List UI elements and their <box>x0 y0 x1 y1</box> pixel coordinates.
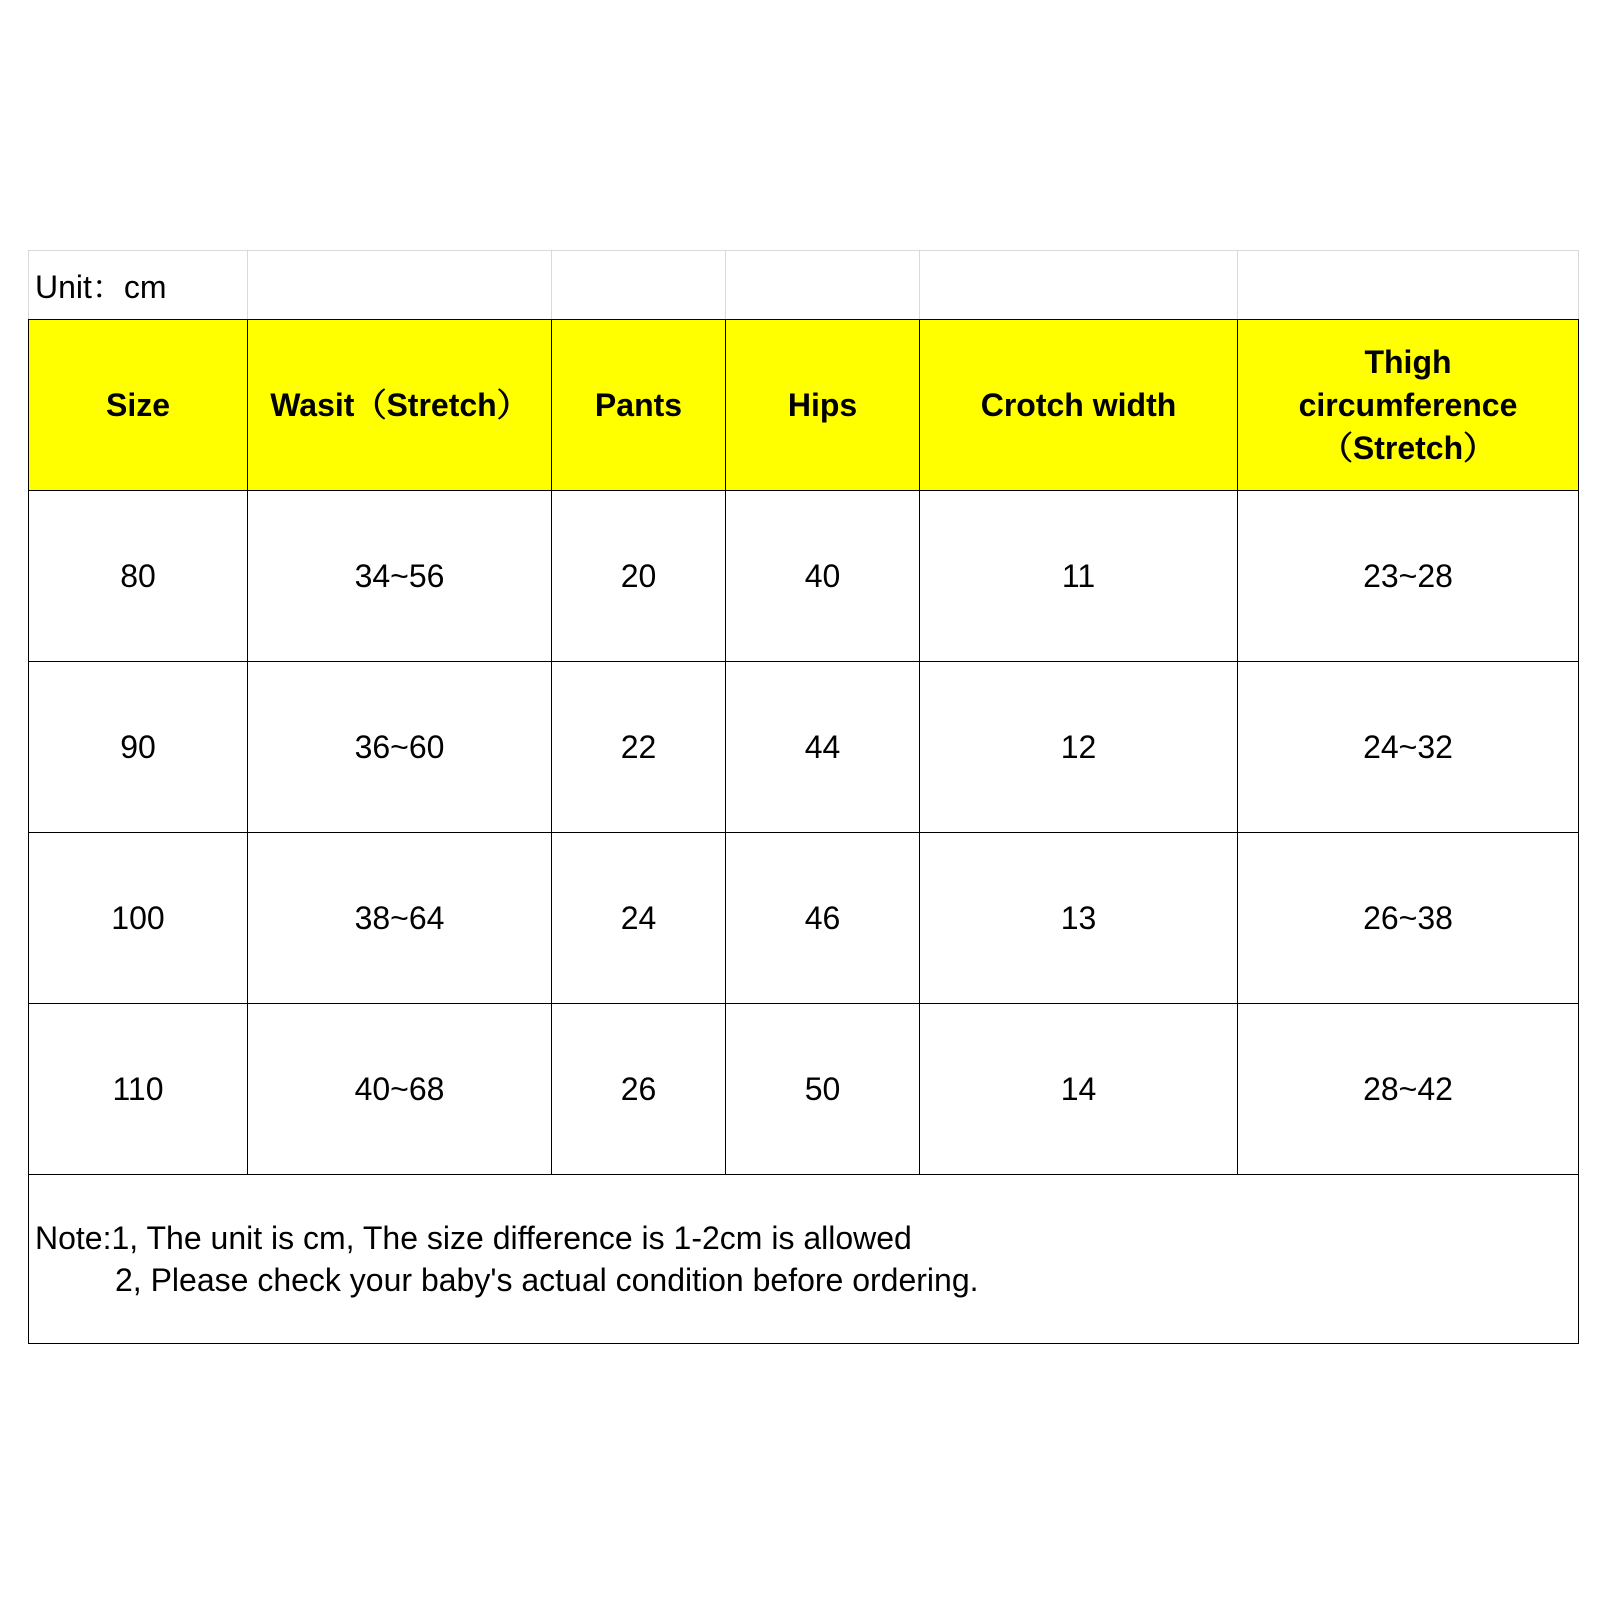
cell-waist: 40~68 <box>248 1004 552 1175</box>
table-row <box>29 833 1579 1004</box>
cell-waist: 36~60 <box>248 662 552 833</box>
cell-thigh-circumference: 23~28 <box>1238 491 1579 662</box>
header-pants: Pants <box>552 320 726 491</box>
table-row <box>29 491 1579 662</box>
note-line-1: Note:1, The unit is cm, The size difference is 1-2cm is allowed <box>35 1220 912 1256</box>
empty-cell <box>248 251 552 320</box>
note-cell <box>29 1175 1579 1344</box>
table-row <box>29 662 1579 833</box>
empty-cell <box>920 251 1238 320</box>
cell-crotch-width: 12 <box>920 662 1238 833</box>
unit-row <box>29 251 1579 320</box>
note-line-2: 2, Please check your baby's actual condition before ordering. <box>115 1262 979 1298</box>
cell-size: 80 <box>29 491 248 662</box>
cell-thigh-circumference: 28~42 <box>1238 1004 1579 1175</box>
header-thigh-circumference: Thigh circumference （Stretch） <box>1238 320 1579 491</box>
cell-waist: 38~64 <box>248 833 552 1004</box>
header-crotch-width: Crotch width <box>920 320 1238 491</box>
size-chart-table <box>28 250 1579 1344</box>
empty-cell <box>1238 251 1579 320</box>
cell-pants: 24 <box>552 833 726 1004</box>
header-row <box>29 320 1579 491</box>
cell-crotch-width: 14 <box>920 1004 1238 1175</box>
cell-pants: 22 <box>552 662 726 833</box>
cell-thigh-circumference: 26~38 <box>1238 833 1579 1004</box>
cell-size: 110 <box>29 1004 248 1175</box>
note-row <box>29 1175 1579 1344</box>
empty-cell <box>552 251 726 320</box>
empty-cell <box>726 251 920 320</box>
cell-size: 100 <box>29 833 248 1004</box>
header-waist: Wasit（Stretch） <box>248 320 552 491</box>
header-size: Size <box>29 320 248 491</box>
cell-pants: 26 <box>552 1004 726 1175</box>
cell-waist: 34~56 <box>248 491 552 662</box>
cell-hips: 46 <box>726 833 920 1004</box>
header-hips: Hips <box>726 320 920 491</box>
cell-hips: 44 <box>726 662 920 833</box>
cell-crotch-width: 13 <box>920 833 1238 1004</box>
cell-thigh-circumference: 24~32 <box>1238 662 1579 833</box>
cell-hips: 50 <box>726 1004 920 1175</box>
table-row <box>29 1004 1579 1175</box>
cell-crotch-width: 11 <box>920 491 1238 662</box>
cell-size: 90 <box>29 662 248 833</box>
cell-hips: 40 <box>726 491 920 662</box>
unit-label: Unit：cm <box>29 251 248 320</box>
cell-pants: 20 <box>552 491 726 662</box>
